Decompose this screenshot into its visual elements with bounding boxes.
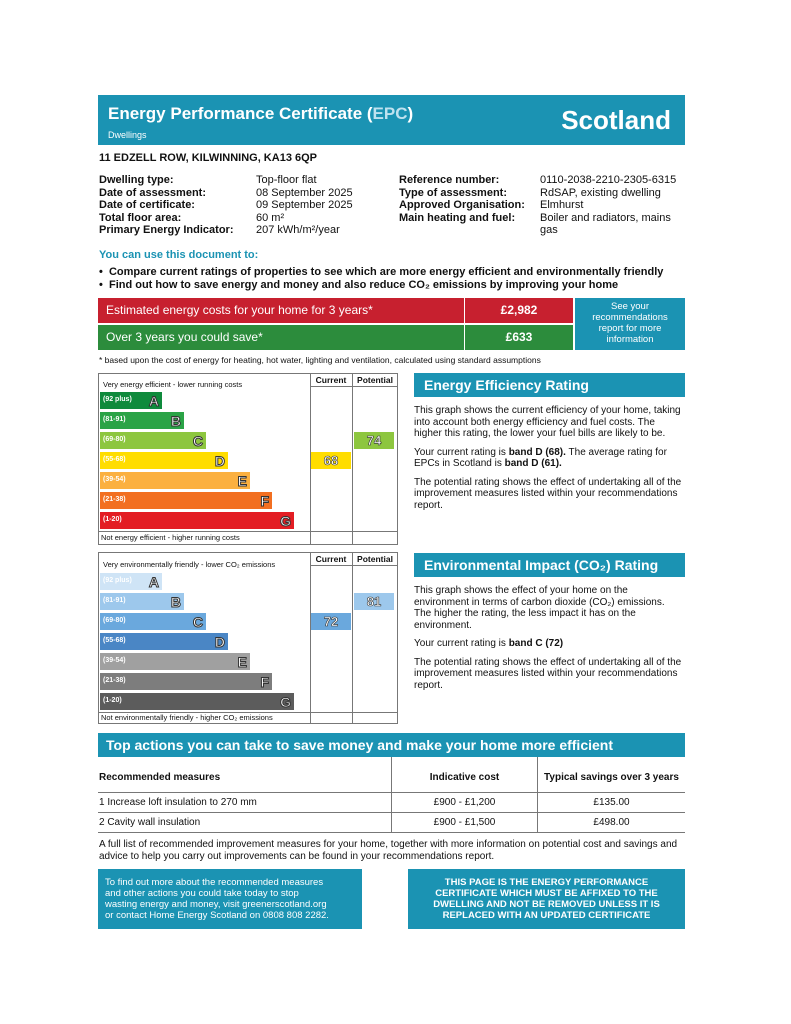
current-rating-value: 68 <box>323 453 339 468</box>
band-range: (55-68) <box>103 637 126 644</box>
top-actions-heading: Top actions you can take to save money and make your home more efficient <box>98 733 685 757</box>
potential-column-header: Potential <box>357 375 393 385</box>
band-g <box>100 693 294 710</box>
chart-bottom-label: Not environmentally friendly - higher CO₂ emissions <box>101 713 273 722</box>
footer-line: DWELLING AND NOT BE REMOVED UNLESS IT IS <box>433 899 660 910</box>
save-label-cell <box>98 325 464 350</box>
environmental-text-3: The potential rating shows the effect of undertaking all of the improvement measures listed within your recommendations report. <box>414 656 682 691</box>
band-range: (1-20) <box>103 516 122 523</box>
detail-value: Top-floor flat <box>256 174 317 186</box>
band-letter: B <box>170 413 181 429</box>
environmental-chart <box>98 552 398 724</box>
potential-rating-pointer <box>354 593 394 610</box>
band-range: (39-54) <box>103 476 126 483</box>
details-right <box>399 174 677 237</box>
band-d <box>100 452 228 469</box>
efficiency-text-2: Your current rating is band D (68). The average rating for EPCs in Scotland is band D (61). <box>414 446 667 469</box>
uses-heading: You can use this document to: <box>99 249 259 261</box>
detail-value: Boiler and radiators, mains <box>540 211 671 224</box>
property-address: 11 EDZELL ROW, KILWINNING, KA13 6QP <box>99 152 318 164</box>
current-column-header: Current <box>315 554 347 564</box>
efficiency-panel <box>414 373 685 511</box>
band-d <box>100 633 228 650</box>
savings-column-header: Typical savings over 3 years <box>544 772 679 783</box>
current-rating-pointer <box>311 613 351 630</box>
band-b <box>100 412 184 429</box>
potential-rating-value: 81 <box>366 594 382 609</box>
detail-label: Total floor area: <box>99 211 182 224</box>
see-line: See your <box>610 301 650 312</box>
band-range: (69-80) <box>103 436 126 443</box>
footer-line: THIS PAGE IS THE ENERGY PERFORMANCE <box>444 877 649 888</box>
band-e <box>100 472 250 489</box>
estimated-cost-value-cell <box>465 298 573 323</box>
full-list-note: A full list of recommended improvement measures for your home, together with more information on potential cost and savings and advice to help you carry out improvements can be found in your recommendations report. <box>99 839 678 862</box>
see-line: report for more <box>598 323 662 334</box>
current-rating-value: 72 <box>323 614 339 629</box>
band-letter: B <box>170 594 181 610</box>
band-letter: F <box>260 493 269 509</box>
band-letter: G <box>280 694 291 710</box>
band-letter: C <box>192 433 203 449</box>
band-letter: D <box>214 634 225 650</box>
detail-label: Date of certificate: <box>99 199 195 211</box>
band-range: (21-38) <box>103 496 126 503</box>
band-f <box>100 673 272 690</box>
footer-line: or contact Home Energy Scotland on 0808 808 2282. <box>105 910 329 921</box>
band-a <box>100 573 162 590</box>
detail-value: 207 kWh/m²/year <box>256 224 340 236</box>
cost-cell: £900 - £1,500 <box>433 817 496 828</box>
footer-line: and other actions you could take today to stop <box>105 888 299 899</box>
band-f <box>100 492 272 509</box>
estimated-cost-label-cell <box>98 298 464 323</box>
efficiency-panel-title: Energy Efficiency Rating <box>414 373 685 397</box>
band-range: (39-54) <box>103 657 126 664</box>
potential-rating-value: 74 <box>366 433 382 448</box>
potential-rating-pointer <box>354 432 394 449</box>
environmental-panel <box>414 553 685 691</box>
save-value-cell <box>465 325 573 350</box>
cost-column-header: Indicative cost <box>429 772 500 783</box>
detail-label: Type of assessment: <box>399 186 508 199</box>
save-label: Over 3 years you could save* <box>106 330 263 344</box>
detail-value: gas <box>540 224 558 236</box>
band-letter: G <box>280 513 291 529</box>
certificate-title: Energy Performance Certificate (EPC) <box>108 104 414 123</box>
band-range: (55-68) <box>103 456 126 463</box>
band-range: (92 plus) <box>103 577 132 584</box>
detail-value: Elmhurst <box>540 199 584 211</box>
environmental-panel-title: Environmental Impact (CO₂) Rating <box>414 553 685 577</box>
band-b <box>100 593 184 610</box>
see-recommendations-box <box>575 298 685 350</box>
find-out-more-box <box>98 869 362 929</box>
details-left <box>99 174 353 237</box>
detail-value: 08 September 2025 <box>256 186 353 199</box>
environmental-text-2: Your current rating is band C (72) <box>414 638 564 649</box>
measure-cell: 2 Cavity wall insulation <box>99 817 201 828</box>
footer-line: REPLACED WITH AN UPDATED CERTIFICATE <box>442 910 651 921</box>
band-c <box>100 432 206 449</box>
efficiency-chart <box>98 373 398 545</box>
efficiency-text-1: This graph shows the current efficiency of your home, taking into account both energy efficiency and fuel costs. The higher this rating, the lower your fuel bills are likely to be. <box>414 405 681 439</box>
chart-top-label: Very energy efficient - lower running costs <box>103 380 243 389</box>
country-label: Scotland <box>561 105 671 135</box>
band-a <box>100 392 162 409</box>
detail-label: Main heating and fuel: <box>399 211 516 224</box>
detail-label: Approved Organisation: <box>399 199 525 211</box>
band-letter: C <box>192 614 203 630</box>
band-letter: A <box>148 574 159 590</box>
detail-label: Reference number: <box>399 174 500 186</box>
cost-cell: £900 - £1,200 <box>433 797 496 808</box>
measure-cell: 1 Increase loft insulation to 270 mm <box>99 797 257 808</box>
band-e <box>100 653 250 670</box>
detail-label: Date of assessment: <box>99 186 206 199</box>
detail-value: 0110-2038-2210-2305-6315 <box>540 174 677 186</box>
savings-cell: £135.00 <box>593 797 630 808</box>
see-line: recommendations <box>592 312 668 323</box>
band-range: (21-38) <box>103 677 126 684</box>
certificate-header <box>98 95 685 145</box>
detail-value: RdSAP, existing dwelling <box>540 186 661 199</box>
band-letter: D <box>214 453 225 469</box>
use-item: • Compare current ratings of properties to see which are more energy efficient and environmentally friendly <box>99 266 664 278</box>
footer-line: wasting energy and money, visit greenerscotland.org <box>105 899 327 910</box>
cost-footnote: * based upon the cost of energy for heating, hot water, lighting and ventilation, calculated using standard assumptions <box>99 355 541 365</box>
band-letter: E <box>237 654 247 670</box>
footer-line: To find out more about the recommended measures <box>105 877 324 888</box>
band-c <box>100 613 206 630</box>
estimated-cost-value: £2,982 <box>500 303 538 317</box>
band-range: (92 plus) <box>103 396 132 403</box>
current-column-header: Current <box>315 375 347 385</box>
band-letter: E <box>237 473 247 489</box>
detail-label: Primary Energy Indicator: <box>99 224 234 236</box>
estimated-cost-label: Estimated energy costs for your home for 3 years* <box>106 303 373 317</box>
current-rating-pointer <box>311 452 351 469</box>
save-value: £633 <box>505 330 533 344</box>
band-letter: F <box>260 674 269 690</box>
chart-top-label: Very environmentally friendly - lower CO₂ emissions <box>103 560 276 569</box>
potential-column-header: Potential <box>357 554 393 564</box>
savings-cell: £498.00 <box>593 817 630 828</box>
detail-label: Dwelling type: <box>99 174 174 186</box>
detail-value: 09 September 2025 <box>256 199 353 211</box>
footer-line: CERTIFICATE WHICH MUST BE AFFIXED TO THE <box>435 888 658 899</box>
band-range: (69-80) <box>103 617 126 624</box>
environmental-text-1: This graph shows the effect of your home on the environment in terms of carbon dioxide (CO₂) emissions. The higher the rating, the less impact it has on the environment. <box>414 585 665 631</box>
see-line: information <box>606 334 654 345</box>
measures-column-header: Recommended measures <box>99 772 221 783</box>
band-range: (81-91) <box>103 597 126 604</box>
band-range: (81-91) <box>103 416 126 423</box>
affix-notice-box <box>408 869 685 929</box>
certificate-subtitle: Dwellings <box>108 130 147 140</box>
efficiency-text-3: The potential rating shows the effect of undertaking all of the improvement measures listed within your recommendations report. <box>414 476 682 511</box>
band-g <box>100 512 294 529</box>
detail-value: 60 m² <box>256 211 285 224</box>
band-letter: A <box>148 393 159 409</box>
use-item: • Find out how to save energy and money and also reduce CO₂ emissions by improving your home <box>99 279 619 291</box>
band-range: (1-20) <box>103 697 122 704</box>
chart-bottom-label: Not energy efficient - higher running costs <box>101 533 240 542</box>
